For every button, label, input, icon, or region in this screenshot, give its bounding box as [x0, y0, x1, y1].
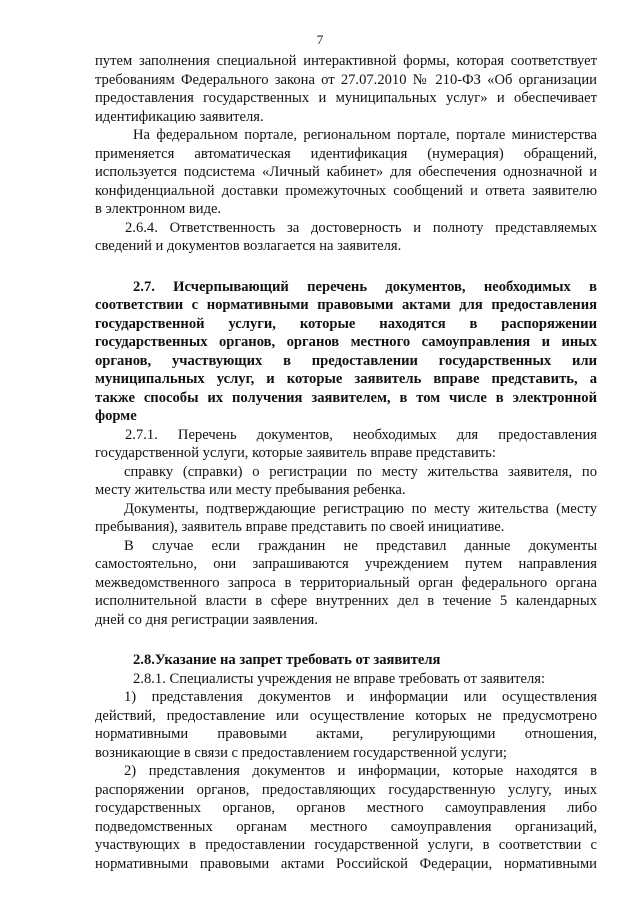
text-line: Документы, подтверждающие регистрацию по месту жительства (месту	[124, 500, 597, 517]
text-line: межведомственного запроса в территориальный орган федерального органа	[95, 574, 597, 591]
text-line: исполнительной власти в сфере внутренних дел в течение 5 календарных	[95, 593, 597, 609]
text-line: 2.6.4. Ответственность за достоверность и полноту представляемых	[125, 219, 597, 236]
text-line: На федеральном портале, региональном портале, портале министерства	[133, 127, 597, 143]
text-line: требованиям Федерального закона от 27.07.2010 № 210-ФЗ «Об организации	[95, 71, 597, 88]
text-line: справку (справки) о регистрации по месту жительства заявителя, по	[124, 463, 597, 480]
text-line: самостоятельно, они запрашиваются учреждением путем направления	[95, 556, 597, 572]
text-line: конфиденциальной доставки промежуточных сообщений и ответа заявителю	[95, 182, 597, 199]
text-line: подведомственных органам местного самоуправления организаций,	[95, 818, 597, 835]
text-line: месту жительства или месту пребывания ребенка.	[95, 482, 406, 498]
section-heading: 2.8.Указание на запрет требовать от заявителя	[133, 652, 441, 668]
text-line: 2.7.1. Перечень документов, необходимых для предоставления	[125, 426, 597, 443]
section-heading: также способы их получения заявителем, в том числе в электронной	[95, 389, 597, 406]
text-line: пребывания), заявитель вправе представить по своей инициативе.	[95, 519, 505, 535]
section-heading: государственной услуги, которые находятся в распоряжении	[95, 315, 597, 332]
text-line: действий, предоставление или осуществление которых не предусмотрено	[95, 707, 597, 724]
text-line: возникающие в связи с предоставлением государственной услуги;	[95, 744, 507, 761]
text-line: применяется автоматическая идентификация (нумерация) обращений,	[95, 145, 597, 162]
section-heading: муниципальных услуг, и которые заявитель вправе представить, а	[95, 371, 597, 387]
section-heading: форме	[95, 408, 137, 424]
text-line: в электронном виде.	[95, 201, 222, 217]
text-line: идентификацию заявителя.	[95, 108, 264, 125]
text-line: нормативными правовыми актами Российской Федерации, нормативными	[95, 855, 597, 872]
text-line: сведений и документов возлагается на заявителя.	[95, 238, 402, 254]
text-line: В случае если гражданин не представил данные документы	[124, 537, 597, 554]
text-line: дней со дня регистрации заявления.	[95, 611, 319, 628]
section-heading: соответствии с нормативными правовыми актами для предоставления	[95, 297, 597, 313]
text-line: 2.8.1. Специалисты учреждения не вправе требовать от заявителя:	[133, 670, 546, 687]
text-line: государственных органов, органов местного самоуправления либо	[95, 800, 597, 816]
page-number: 7	[316, 32, 324, 47]
text-line: участвующих в предоставлении государственной услуги, в соответствии с	[95, 837, 597, 853]
text-line: путем заполнения специальной интерактивной формы, которая соответствует	[95, 53, 597, 69]
section-heading: 2.7. Исчерпывающий перечень документов, необходимых в	[133, 278, 597, 295]
text-line: государственной услуги, которые заявитель вправе представить:	[95, 445, 496, 461]
text-line: 1) представления документов и информации или осуществления	[124, 689, 597, 705]
text-line: 2) представления документов и информации, которые находятся в	[124, 763, 597, 779]
text-line: предоставления государственных и муниципальных услуг» и обеспечивает	[95, 90, 597, 106]
text-line: нормативными правовыми актами, регулирующими отношения,	[95, 726, 597, 742]
section-heading: государственных органов, органов местного самоуправления и иных	[95, 334, 597, 350]
document-body	[95, 52, 597, 873]
text-line: распоряжении органов, предоставляющих государственную услугу, иных	[95, 781, 597, 798]
text-line: используется подсистема «Личный кабинет» для обеспечения однозначной и	[95, 164, 597, 180]
section-heading: органов, участвующих в предоставлении государственных или	[95, 352, 597, 369]
